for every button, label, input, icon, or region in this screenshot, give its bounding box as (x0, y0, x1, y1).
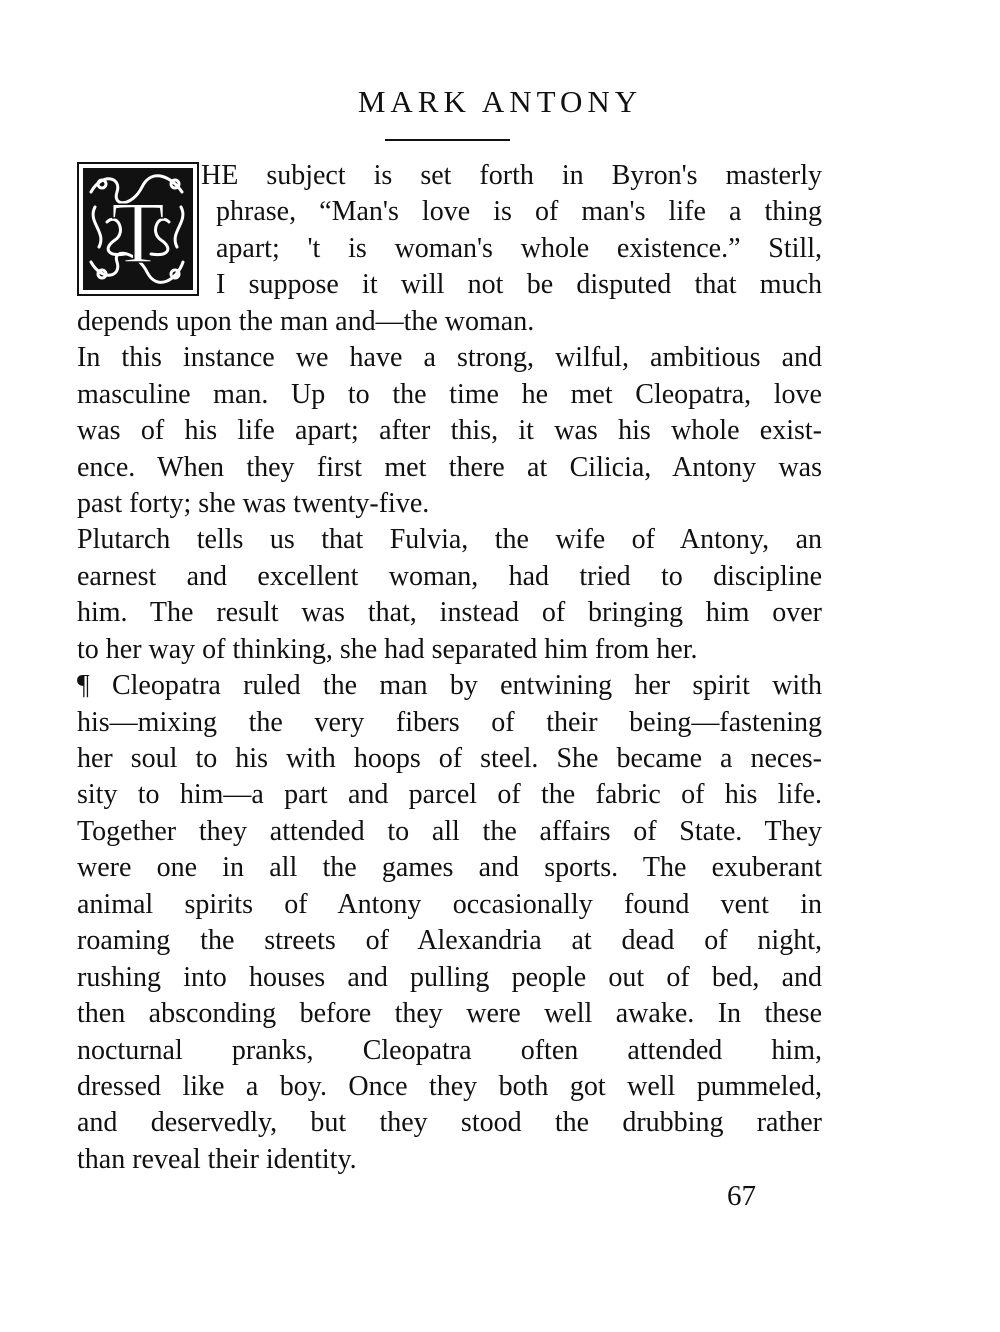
text-line: was of his life apart; after this, it was his whole exist- (77, 415, 822, 447)
text-line: than reveal their identity. (77, 1143, 357, 1175)
text-line: then absconding before they were well awake. In these (77, 998, 822, 1030)
text-line: and deservedly, but they stood the drubbing rather (77, 1107, 822, 1139)
text-line: past forty; she was twenty-five. (77, 487, 430, 519)
text-line: his—mixing the very fibers of their being—fastening (77, 706, 822, 738)
text-line: ¶ Cleopatra ruled the man by entwining her spirit with (77, 670, 822, 702)
page-title: MARK ANTONY (357, 84, 643, 119)
text-line: I suppose it will not be disputed that much (216, 269, 822, 301)
text-line: nocturnal pranks, Cleopatra often attended him, (77, 1034, 822, 1066)
text-line: Plutarch tells us that Fulvia, the wife of Antony, an (77, 524, 822, 556)
text-line: In this instance we have a strong, wilful, ambitious and (77, 342, 822, 374)
text-line: earnest and excellent woman, had tried to discipline (77, 560, 822, 592)
text-line: HE subject is set forth in Byron's masterly (201, 160, 822, 191)
text-line: Together they attended to all the affairs of State. They (77, 815, 822, 847)
text-line: depends upon the man and—the woman. (77, 305, 535, 337)
text-line: were one in all the games and sports. The exuberant (77, 852, 822, 884)
text-line: dressed like a boy. Once they both got well pummeled, (77, 1070, 822, 1102)
paragraph (77, 522, 822, 668)
text-line: to her way of thinking, she had separated him from her. (77, 633, 698, 665)
body-text (77, 158, 822, 1178)
text-line: roaming the streets of Alexandria at dead of night, (77, 925, 822, 957)
paragraph (77, 668, 822, 1178)
text-line: phrase, “Man's love is of man's life a thing (216, 196, 822, 228)
drop-cap-letter: T (111, 185, 165, 282)
text-line: animal spirits of Antony occasionally found vent in (77, 888, 822, 920)
text-line: ence. When they first met there at Cilicia, Antony was (77, 451, 822, 483)
paragraph (77, 340, 822, 522)
paragraph (77, 158, 822, 340)
text-line: rushing into houses and pulling people out of bed, and (77, 961, 822, 993)
title-rule (385, 139, 510, 141)
text-line: masculine man. Up to the time he met Cleopatra, love (77, 378, 822, 410)
text-line: apart; 't is woman's whole existence.” Still, (216, 232, 822, 264)
text-line: sity to him—a part and parcel of the fabric of his life. (77, 779, 822, 811)
text-line: him. The result was that, instead of bringing him over (77, 597, 822, 629)
page-number: 67 (727, 1180, 756, 1212)
text-line: her soul to his with hoops of steel. She became a neces- (77, 743, 822, 774)
